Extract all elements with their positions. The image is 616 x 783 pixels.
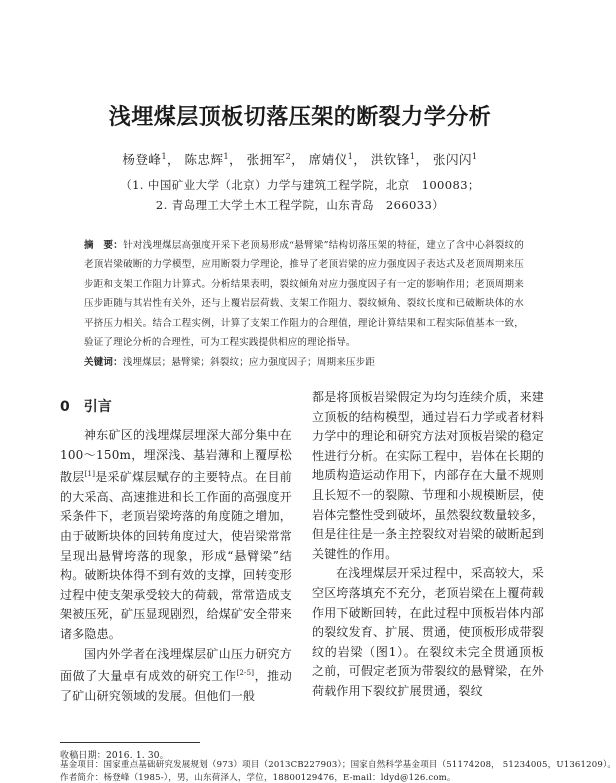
affiliation-2: 2. 青岛理工大学土木工程学院，山东青岛 266033） (155, 198, 445, 212)
paragraph-text: ，推动了矿山研究领域的发展。但他们一般 (60, 669, 292, 703)
author-affil-mark: 1 (347, 151, 354, 161)
footnote-fund-text-cont: 51234005，U1361209）。 (502, 760, 616, 770)
section-heading (60, 396, 112, 416)
author-separator: ， (229, 152, 243, 167)
affiliation-1: （1. 中国矿业大学（北京）力学与建筑工程学院，北京 100083； (120, 178, 480, 192)
author-name: 张闪闪 (432, 152, 472, 167)
citation-ref: [2-5] (236, 669, 255, 678)
author-separator: ， (167, 152, 181, 167)
author-affil-mark: 1 (161, 151, 168, 161)
footnote-fund (60, 760, 616, 770)
author-name: 席婧仪 (308, 152, 348, 167)
paragraph-text: 国内外学者在浅埋煤层矿山压力研究方面做了大量卓有成效的研究工作 (60, 646, 292, 684)
left-column (60, 426, 292, 706)
abstract-text: 针对浅埋煤层高强度开采下老顶易形成“悬臂梁”结构切落压架的特征，建立了含中心斜裂纹的老顶岩梁破断的力学模型，应用断裂力学理论，推导了老顶岩梁的应力强度因子表达式及老顶周期来压步距和支架工作阻力计算式。分析结果表明，裂纹倾角对应力强度因子有一定的影响作用；老顶周期来压步距随与其岩性有关外，还与上覆岩层荷载、支架工作阻力、裂纹倾角、裂纹长度和已破断块体的水平挤压力相关。结合工程实例，计算了支架工作阻力的合理值，理论计算结果和工程实际值基本一致，验证了理论分析的合理性，可为工程实践提供相应的理论指导。 (84, 240, 524, 349)
author-list (0, 150, 600, 168)
keywords-text: 浅埋煤层；悬臂梁；斜裂纹；应力强度因子；周期来压步距 (122, 357, 376, 368)
abstract-label: 摘 要： (84, 240, 124, 251)
footnote-received: 收稿日期：2016. 1. 30。 (60, 751, 169, 761)
keywords-label: 关键词： (84, 357, 123, 368)
body-paragraph (60, 426, 292, 645)
author-affil-mark: 2 (285, 151, 292, 161)
footnote-fund-text: 基金项目：国家重点基础研究发展规划（973）项目（2013CB227903）；国家自然科学基金项目（51174208， (60, 760, 500, 770)
body-paragraph (60, 645, 292, 707)
author-name: 张拥军 (246, 152, 286, 167)
section-title: 引言 (83, 399, 112, 415)
body-paragraph: 在浅埋煤层开采过程中，采高较大，采空区垮落填充不充分，老顶岩梁在上覆荷载作用下破断回转，在此过程中顶板岩体内部的裂纹发育、扩展、贯通，使顶板形成带裂纹的岩梁（图1）。在裂纹未完全贯通顶板之前，可假定老顶为带裂纹的悬臂梁，在外荷载作用下裂纹扩展贯通，裂纹 (312, 566, 544, 698)
author-name: 洪钦锋 (370, 152, 410, 167)
author-affil-mark: 1 (409, 151, 416, 161)
citation-ref: [1] (84, 470, 96, 479)
author-affil-mark: 1 (471, 151, 478, 161)
author-name: 杨登峰 (122, 152, 162, 167)
paragraph-text: 神东矿区的浅埋煤层埋深大部分集中在 100～150m，埋深浅、基岩薄和上覆厚松散层 (60, 428, 292, 485)
author-affil-mark: 1 (223, 151, 230, 161)
keywords (84, 354, 524, 368)
footnote-divider (60, 742, 200, 743)
footnote-author: 作者简介：杨登峰（1985-），男，山东荷泽人，学位，18800129476，E-mail：ldyd@126.com。 (60, 773, 456, 783)
paragraph-text: 是采矿煤层赋存的主要特点。在目前的大采高、高速推进和长工作面的高强度开采条件下，老顶岩梁垮落的角度随之增加，由于破断块体的回转角度过大，使岩梁常常呈现出悬臂垮落的现象，形成“悬臂梁”结构。破断块体得不到有效的支撑，回转变形过程中使支架承受较大的荷载，常常造成支架被压死，矿压显现剧烈，给煤矿安全带来诸多隐患。 (60, 470, 292, 641)
author-separator: ， (353, 152, 367, 167)
paper-title: 浅埋煤层顶板切落压架的断裂力学分析 (108, 105, 492, 130)
section-number: 0 (60, 399, 70, 415)
author-separator: ， (291, 152, 305, 167)
author-separator: ， (415, 152, 429, 167)
author-name: 陈忠辉 (184, 152, 224, 167)
abstract (84, 236, 524, 352)
right-column (312, 388, 544, 702)
body-paragraph: 都是将顶板岩梁假定为均匀连续介质，来建立顶板的结构模型，通过岩石力学或者材料力学中的理论和研究方法对顶板岩梁的稳定性进行分析。在实际工程中，岩体在长期的地质构造运动作用下，内部存在大量不规则且长短不一的裂隙、节理和小规模断层，使岩体完整性受到破坏，虽然裂纹数量较多，但是往往是一条主控裂纹对岩梁的破断起到关键性的作用。 (312, 390, 544, 561)
